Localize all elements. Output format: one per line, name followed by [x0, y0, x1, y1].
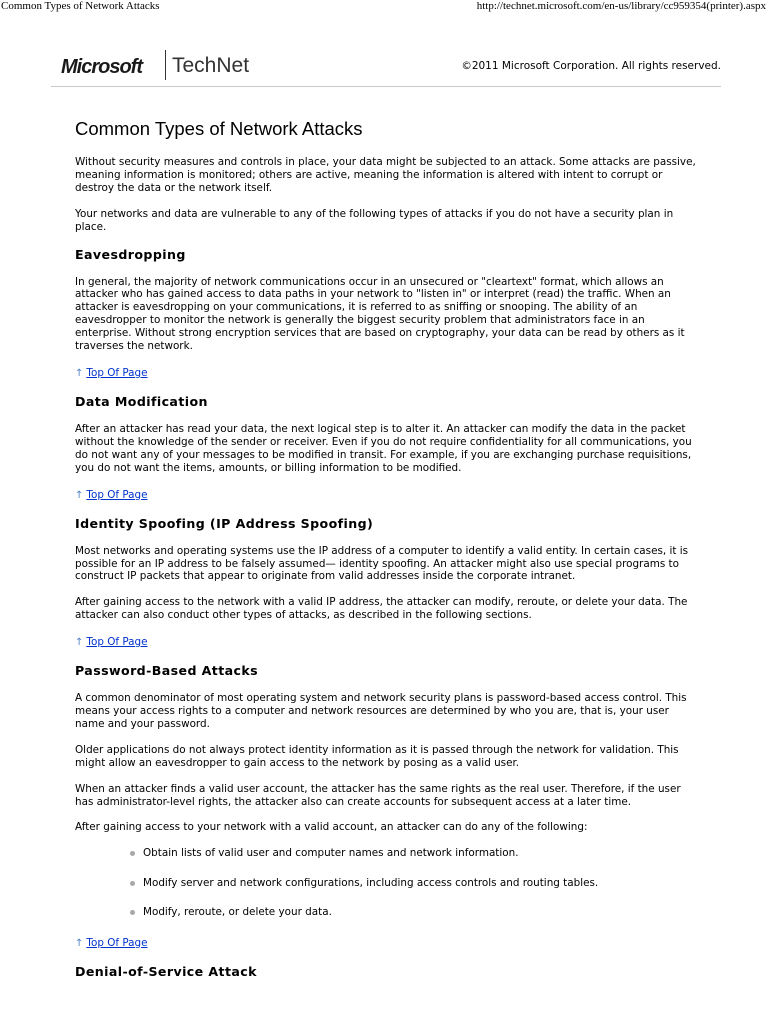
technet-logo[interactable]: TechNet: [172, 54, 250, 77]
logo-divider: [165, 50, 166, 80]
section-paragraph: After an attacker has read your data, the next logical step is to alter it. An attacker can modify the data in the packet without the knowledge of the sender or receiver. Even if you do not require confidentiality for all communications, you do not want any of your messages to be modified in transit. For example, if you are exchanging purchase requisitions, you do not want the items, amounts, or billing information to be modified.: [75, 422, 692, 474]
top-of-page-link-text[interactable]: Top Of Page: [86, 636, 148, 649]
top-of-page-link[interactable]: [75, 635, 697, 649]
page-title: Common Types of Network Attacks: [75, 118, 363, 139]
list-item-text: Modify, reroute, or delete your data.: [143, 906, 332, 919]
bullet-icon: [130, 910, 135, 915]
section-paragraph: Most networks and operating systems use the IP address of a computer to identify a valid entity. In certain cases, it is possible for an IP address to be falsely assumed— identity spoofing. An attacker might also use special programs to construct IP packets that appear to originate from valid addresses inside the corporate intranet.: [75, 544, 689, 583]
bullet-icon: [130, 851, 135, 856]
top-of-page-link[interactable]: [75, 366, 697, 380]
list-item: [130, 877, 697, 890]
print-header-url: http://technet.microsoft.com/en-us/library/cc959354(printer).aspx: [476, 0, 766, 12]
list-item: [130, 906, 697, 919]
bullet-icon: [130, 881, 135, 886]
section-heading-password-attacks: Password-Based Attacks: [75, 663, 259, 679]
header-divider: [51, 86, 721, 87]
intro-paragraph: Without security measures and controls in place, your data might be subjected to an attack. Some attacks are passive, meaning information is monitored; others are active, meaning the information is altered with intent to corrupt or destroy the data or the network itself.: [75, 156, 696, 194]
copyright-notice: ©2011 Microsoft Corporation. All rights reserved.: [461, 60, 721, 72]
section-paragraph: A common denominator of most operating system and network security plans is password-based access control. This means your access rights to a computer and network resources are determined by who you are, that is, your user name and your password.: [75, 692, 687, 730]
article: [75, 108, 697, 993]
section-paragraph: When an attacker finds a valid user account, the attacker has the same rights as the real user. Therefore, if the user has administrator-level rights, the attacker also can create accounts for subsequent access at a later time.: [75, 782, 681, 808]
section-heading-eavesdropping: Eavesdropping: [75, 246, 186, 262]
section-paragraph: In general, the majority of network communications occur in an unsecured or "cleartext" format, which allows an attacker who has gained access to data paths in your network to "listen in" or interpret (read) the traffic. When an attacker is eavesdropping on your communications, it is referred to as sniffing or snooping. The ability of an eavesdropper to monitor the network is generally the biggest security problem that administrators face in an enterprise. Without strong encryption services that are based on cryptography, your data can be read by others as it traverses the network.: [75, 275, 685, 353]
top-of-page-link-text[interactable]: Top Of Page: [86, 936, 148, 949]
section-paragraph: Older applications do not always protect identity information as it is passed through the network for validation. This might allow an eavesdropper to gain access to the network by posing as a valid user.: [75, 743, 679, 769]
list-item: [130, 847, 697, 860]
microsoft-logo[interactable]: Microsoft: [61, 56, 142, 78]
section-paragraph: After gaining access to the network with a valid IP address, the attacker can modify, reroute, or delete your data. The attacker can also conduct other types of attacks, as described in the following sections.: [75, 596, 688, 622]
intro-paragraph: Your networks and data are vulnerable to any of the following types of attacks if you do not have a security plan in place.: [75, 207, 674, 233]
top-of-page-link-text[interactable]: Top Of Page: [86, 488, 148, 501]
top-of-page-link[interactable]: [75, 488, 697, 502]
print-header-title: Common Types of Network Attacks: [1, 0, 160, 12]
arrow-up-icon: ↑: [75, 489, 84, 501]
top-of-page-link[interactable]: [75, 936, 697, 950]
site-header: [61, 48, 721, 84]
print-header: [0, 0, 768, 16]
arrow-up-icon: ↑: [75, 637, 84, 649]
arrow-up-icon: ↑: [75, 937, 84, 949]
list-item-text: Modify server and network configurations, including access controls and routing tables.: [143, 876, 599, 889]
section-heading-denial-of-service: Denial-of-Service Attack: [75, 963, 257, 979]
attack-capabilities-list: [75, 847, 697, 919]
section-heading-data-modification: Data Modification: [75, 393, 208, 409]
arrow-up-icon: ↑: [75, 367, 84, 379]
top-of-page-link-text[interactable]: Top Of Page: [86, 366, 148, 379]
list-item-text: Obtain lists of valid user and computer names and network information.: [143, 847, 519, 860]
section-heading-identity-spoofing: Identity Spoofing (IP Address Spoofing): [75, 515, 374, 531]
section-paragraph: After gaining access to your network with a valid account, an attacker can do any of the following:: [75, 821, 588, 834]
